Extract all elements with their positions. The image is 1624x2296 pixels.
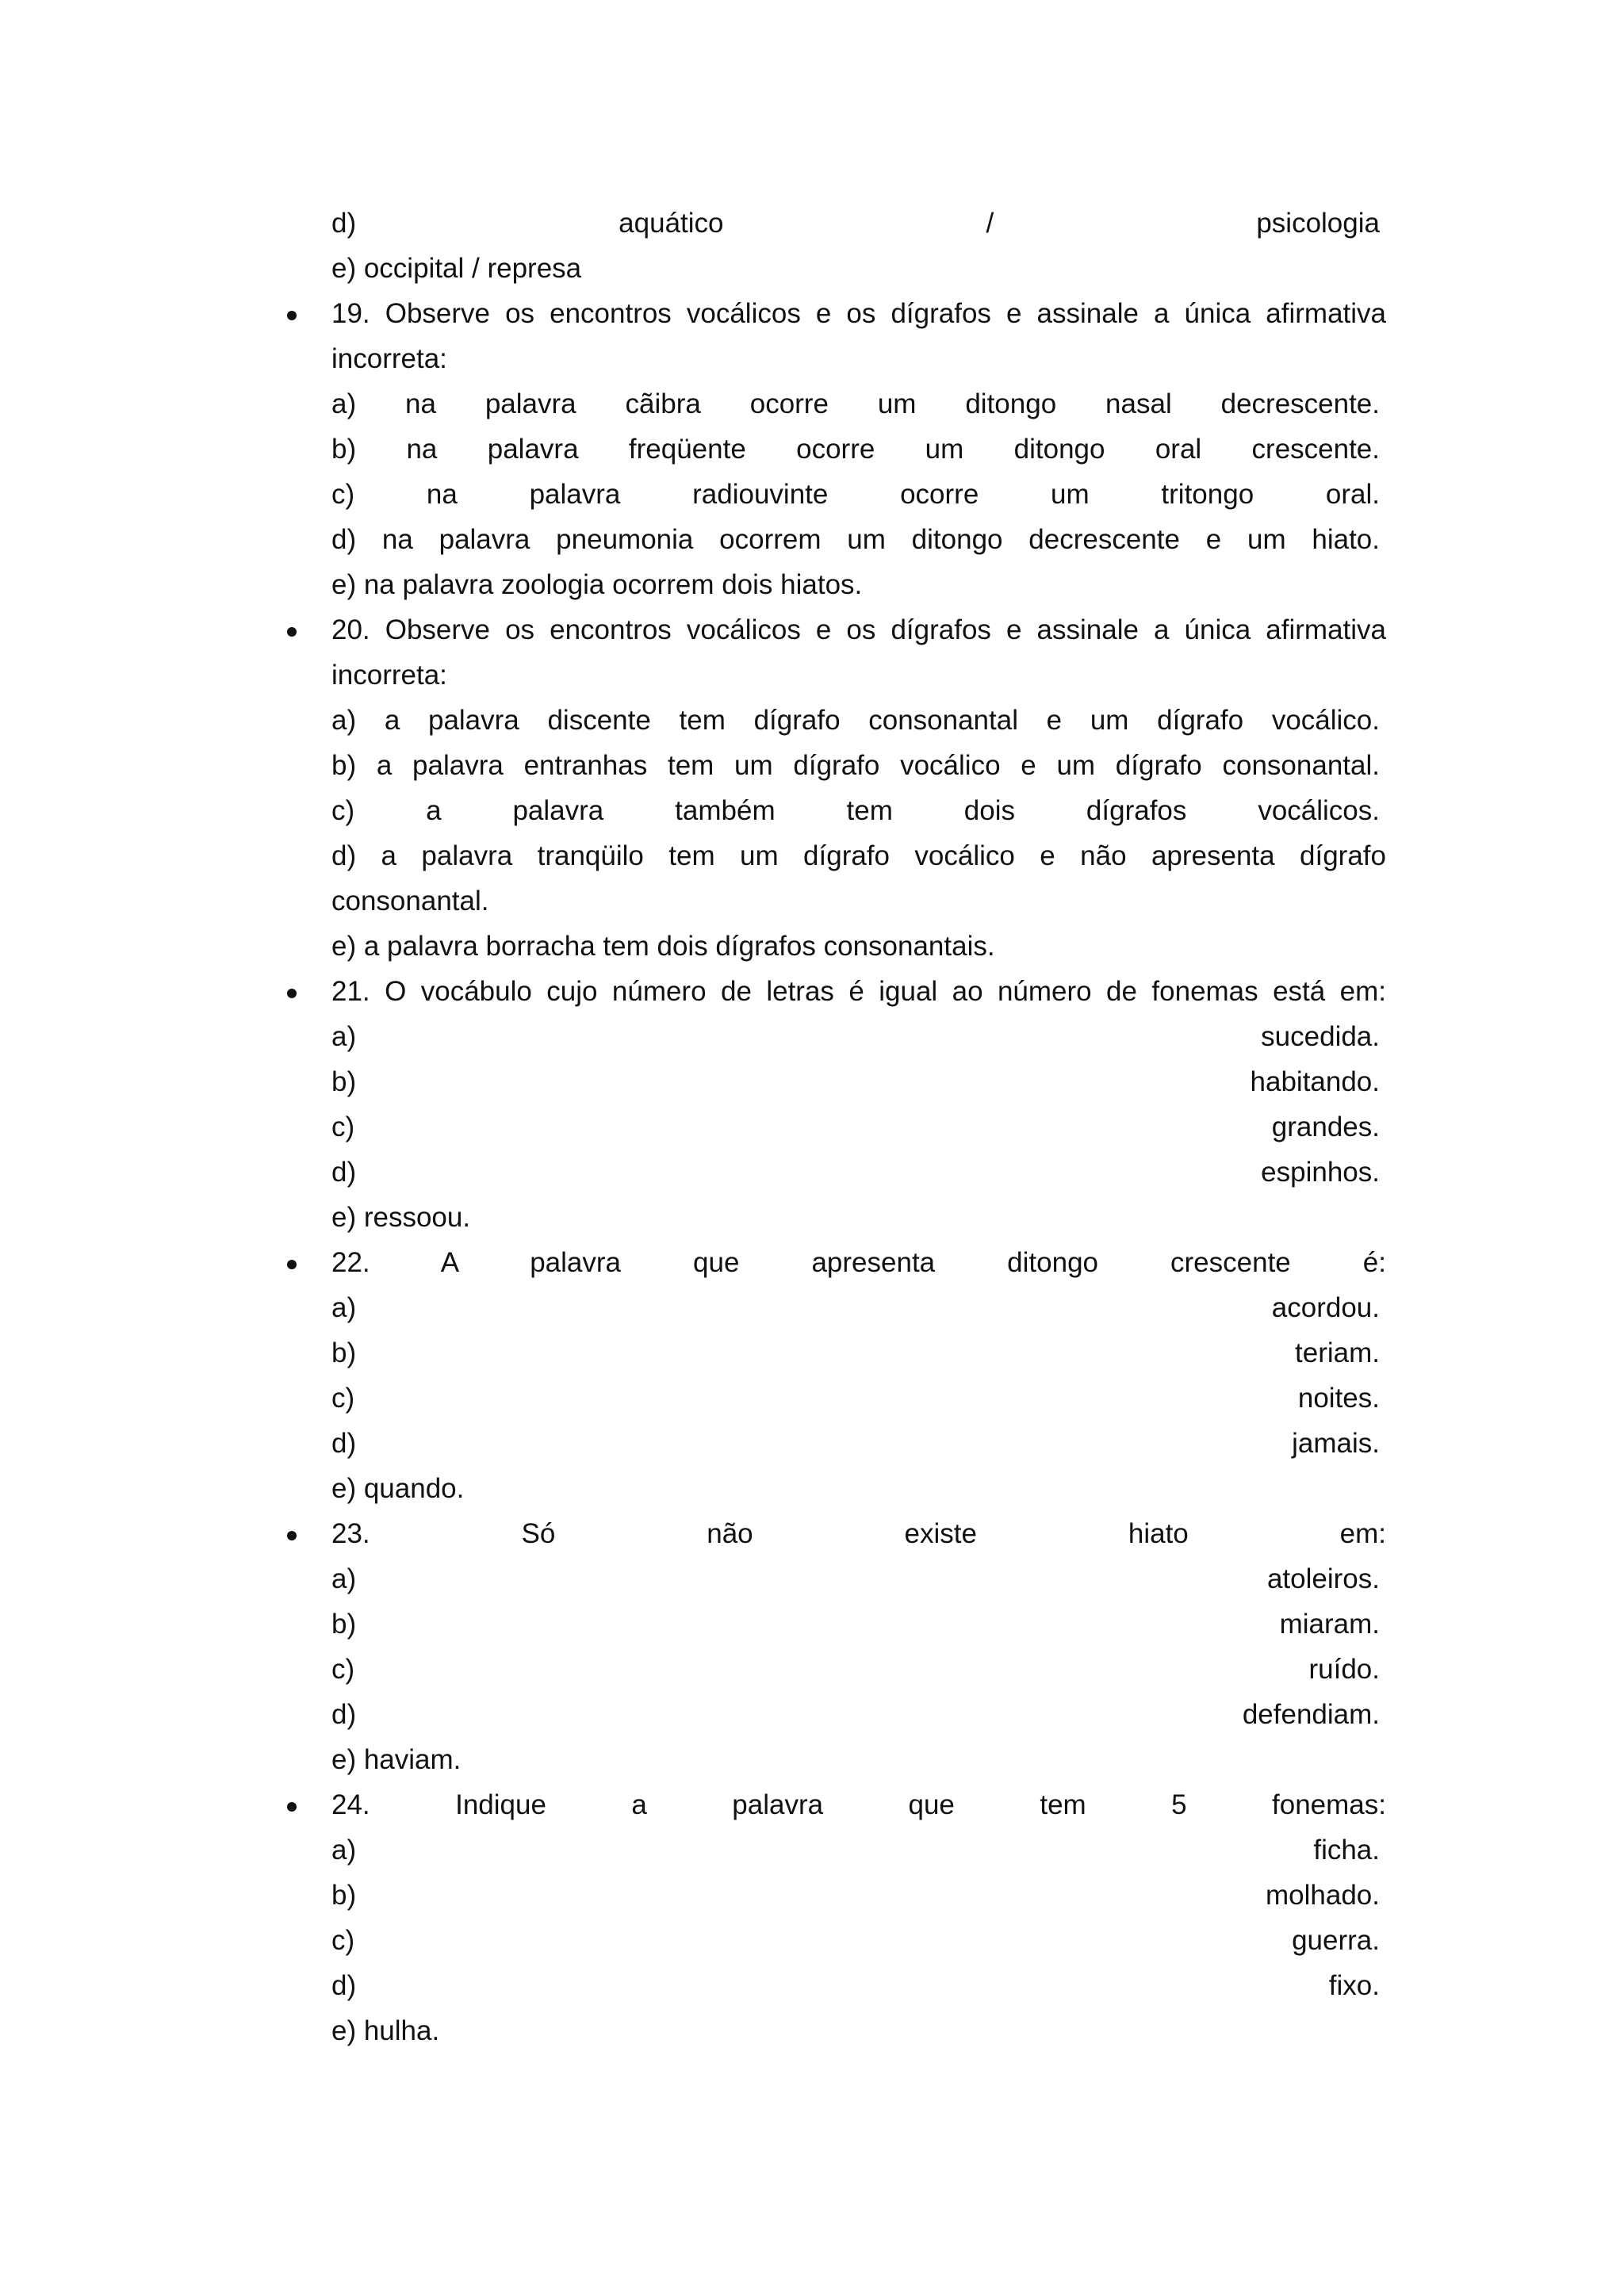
list-bullet bbox=[287, 1802, 297, 1812]
q22-option-c bbox=[331, 1376, 1380, 1421]
q23-stem: 23. Só não existe hiato em: bbox=[331, 1518, 1386, 1549]
q20-option-b: b) a palavra entranhas tem um dígrafo vocálico e um dígrafo consonantal. bbox=[331, 750, 1380, 781]
q19-option-b: b) na palavra freqüente ocorre um ditongo oral crescente. bbox=[331, 434, 1380, 465]
option-letter: b) bbox=[331, 1880, 357, 1911]
q23-option-a bbox=[331, 1556, 1380, 1601]
q20-option-c: c) a palavra também tem dois dígrafos vocálicos. bbox=[331, 795, 1380, 826]
q21-option-a bbox=[331, 1014, 1380, 1059]
option-text: jamais. bbox=[1292, 1428, 1380, 1459]
option-text: guerra. bbox=[1292, 1925, 1380, 1956]
q20-option-e: e) a palavra borracha tem dois dígrafos consonantais. bbox=[331, 931, 995, 962]
list-bullet bbox=[287, 627, 297, 637]
q21-stem: 21. O vocábulo cujo número de letras é igual ao número de fonemas está em: bbox=[331, 976, 1386, 1007]
q18-d-word1: aquático bbox=[619, 208, 724, 239]
q21-option-e: e) ressoou. bbox=[331, 1202, 471, 1233]
option-text: atoleiros. bbox=[1266, 1563, 1380, 1594]
q19-option-a: a) na palavra cãibra ocorre um ditongo nasal decrescente. bbox=[331, 388, 1380, 419]
q20-option-d-line2: consonantal. bbox=[331, 886, 489, 916]
q22-option-a bbox=[331, 1285, 1380, 1330]
option-letter: a) bbox=[331, 1021, 357, 1052]
option-text: ruído. bbox=[1308, 1654, 1380, 1685]
q19-option-e: e) na palavra zoologia ocorrem dois hiatos. bbox=[331, 569, 863, 600]
q18-option-e: e) occipital / represa bbox=[331, 253, 582, 284]
option-letter: c) bbox=[331, 1654, 355, 1685]
q22-option-b bbox=[331, 1330, 1380, 1376]
q23-option-e: e) haviam. bbox=[331, 1744, 462, 1775]
option-text: acordou. bbox=[1271, 1292, 1380, 1323]
option-text: molhado. bbox=[1266, 1880, 1380, 1911]
q18-d-word2: psicologia bbox=[1256, 208, 1380, 239]
option-text: teriam. bbox=[1295, 1337, 1380, 1368]
option-letter: a) bbox=[331, 1292, 357, 1323]
q22-option-d bbox=[331, 1421, 1380, 1466]
option-letter: d) bbox=[331, 1699, 357, 1730]
option-text: miaram. bbox=[1279, 1609, 1380, 1640]
option-text: defendiam. bbox=[1242, 1699, 1380, 1730]
q20-stem-line1: 20. Observe os encontros vocálicos e os dígrafos e assinale a única afirmativa bbox=[331, 614, 1386, 645]
q24-option-c bbox=[331, 1918, 1380, 1963]
q19-option-d: d) na palavra pneumonia ocorrem um ditongo decrescente e um hiato. bbox=[331, 524, 1380, 555]
option-letter: b) bbox=[331, 1609, 357, 1640]
option-letter: b) bbox=[331, 1066, 357, 1097]
option-letter: b) bbox=[331, 1337, 357, 1368]
q24-stem: 24. Indique a palavra que tem 5 fonemas: bbox=[331, 1789, 1386, 1820]
q19-option-c: c) na palavra radiouvinte ocorre um tritongo oral. bbox=[331, 479, 1380, 510]
list-bullet bbox=[287, 1260, 297, 1269]
q23-option-d bbox=[331, 1692, 1380, 1737]
option-letter: d) bbox=[331, 1970, 357, 2001]
option-text: fixo. bbox=[1328, 1970, 1380, 2001]
q20-stem-line2: incorreta: bbox=[331, 660, 447, 691]
q19-stem-line1: 19. Observe os encontros vocálicos e os dígrafos e assinale a única afirmativa bbox=[331, 298, 1386, 329]
q23-option-b bbox=[331, 1601, 1380, 1647]
option-letter: d) bbox=[331, 1157, 357, 1188]
q24-option-b bbox=[331, 1873, 1380, 1918]
q18-option-d bbox=[331, 201, 1380, 246]
option-letter: a) bbox=[331, 1563, 357, 1594]
q18-d-letter: d) bbox=[331, 208, 357, 239]
option-text: ficha. bbox=[1313, 1835, 1380, 1866]
option-letter: c) bbox=[331, 1383, 355, 1414]
list-bullet bbox=[287, 1531, 297, 1540]
q20-option-d-line1: d) a palavra tranqüilo tem um dígrafo vocálico e não apresenta dígrafo bbox=[331, 840, 1386, 871]
option-letter: c) bbox=[331, 1112, 355, 1142]
option-text: espinhos. bbox=[1261, 1157, 1380, 1188]
q18-d-sep: / bbox=[986, 208, 994, 239]
q19-stem-line2: incorreta: bbox=[331, 343, 447, 374]
option-letter: c) bbox=[331, 1925, 355, 1956]
option-letter: a) bbox=[331, 1835, 357, 1866]
q20-option-a: a) a palavra discente tem dígrafo consonantal e um dígrafo vocálico. bbox=[331, 705, 1380, 736]
option-text: sucedida. bbox=[1261, 1021, 1380, 1052]
option-text: habitando. bbox=[1250, 1066, 1380, 1097]
option-letter: d) bbox=[331, 1428, 357, 1459]
q24-option-d bbox=[331, 1963, 1380, 2008]
list-bullet bbox=[287, 311, 297, 320]
q23-option-c bbox=[331, 1647, 1380, 1692]
list-bullet bbox=[287, 989, 297, 998]
option-text: grandes. bbox=[1271, 1112, 1380, 1142]
q22-stem: 22. A palavra que apresenta ditongo crescente é: bbox=[331, 1247, 1386, 1278]
q24-option-e: e) hulha. bbox=[331, 2015, 440, 2046]
q21-option-b bbox=[331, 1059, 1380, 1104]
q21-option-c bbox=[331, 1104, 1380, 1150]
q24-option-a bbox=[331, 1827, 1380, 1873]
q22-option-e: e) quando. bbox=[331, 1473, 465, 1504]
q21-option-d bbox=[331, 1150, 1380, 1195]
option-text: noites. bbox=[1297, 1383, 1380, 1414]
